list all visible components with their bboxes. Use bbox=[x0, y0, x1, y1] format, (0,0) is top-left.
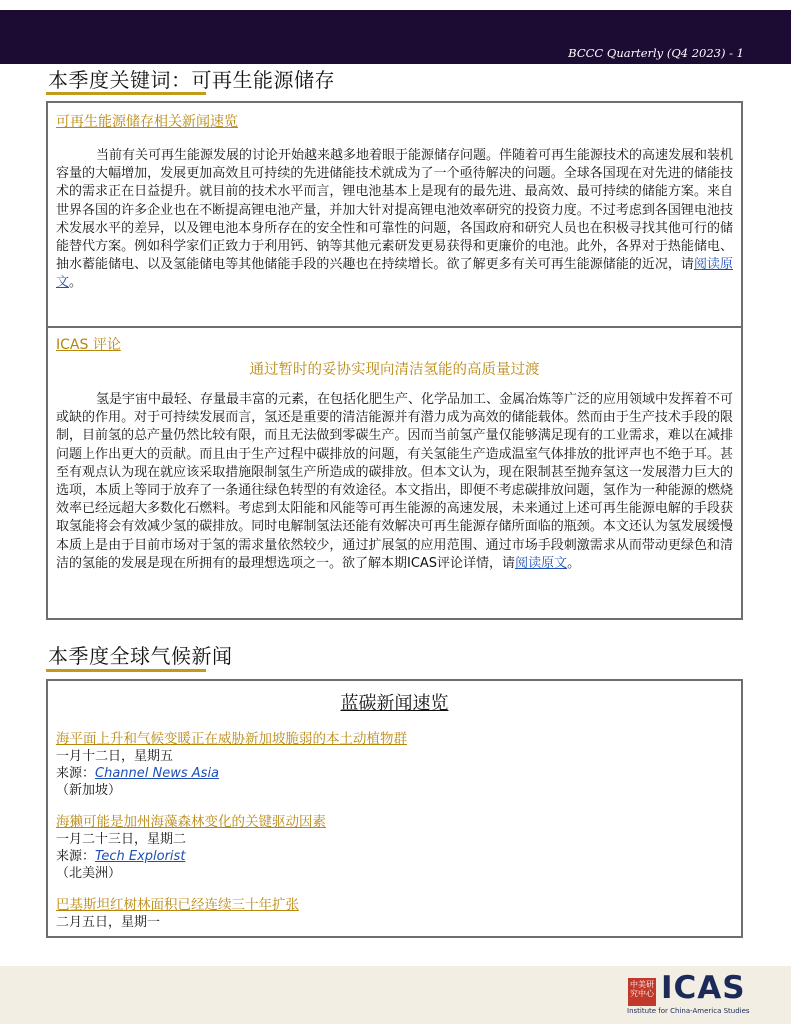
news-item bbox=[56, 814, 733, 882]
header-issue-label: BCCC Quarterly (Q4 2023) - 1 bbox=[568, 46, 744, 60]
news-headline-link[interactable]: 海平面上升和气候变暖正在威胁新加坡脆弱的本土动植物群 bbox=[56, 731, 407, 747]
news-item bbox=[56, 731, 733, 799]
summary-paragraph: 当前有关可再生能源发展的讨论开始越来越多地着眼于能源储存问题。伴随着可再生能源技术的高速发展和装机容量的大幅增加，发展更加高效且可持续的先进储能技术就成为了一个亟待解决的问题。全球各国现在对先进的储能技术的需求正在日益提升。就目前的技术水平而言，锂电池基本上是现有的最先进、最高效、最可持续的储能方案。来自世界各国的许多企业也在不断提高锂电池产量，并加大针对提高锂电池效率研究的投资力度。不过考虑到各国锂电池技术发展水平的差异，以及锂电池本身所存在的安全性和可靠性的问题，各国政府和研究人员也在积极寻找其他可行的储能替代方案。例如科学家们正致力于利用钙、钠等其他元素研发更易获得和更廉价的电池。此外，各界对于热能储电、抽水蓄能储电、以及氢能储电等其他储能手段的兴趣也在持续增长。欲了解更多有关可再生能源储能的近况，请阅读原文。 bbox=[56, 148, 734, 291]
commentary-paragraph: 氢是宇宙中最轻、存量最丰富的元素，在包括化肥生产、化学品加工、金属冶炼等广泛的应用领域中发挥着不可或缺的作用。对于可持续发展而言，氢还是重要的清洁能源并有潜力成为高效的储能载体。然而由于生产技术手段的限制，目前氢的总产量仍然比较有限，而且无法做到零碳生产。因而当前氢产量仅能够满足现有的工业需求，难以在减排问题上作出更大的贡献。而且由于生产过程中碳排放的问题，有关氢能生产造成温室气体排放的批评声也不绝于耳。甚至有观点认为现在就应该采取措施限制氢生产所造成的碳排放。但本文认为，现在限制甚至抛弃氢这一发展潜力巨大的选项，本质上等同于放弃了一条通往绿色转型的有效途径。本文指出，即便不考虑碳排放问题，氢作为一种能源的燃烧效率已经远超大多数化石燃料。考虑到太阳能和风能等可再生能源的高速发展，未来通过上述可再生能源电解的手段获取氢能将会有效减少氢的碳排放。同时电解制氢法还能有效解决可再生能源存储所面临的瓶颈。本文还认为氢发展缓慢本质上是由于目前市场对于氢的需求量依然较少，通过扩展氢的应用范围、通过市场手段刺激需求从而带动更绿色和清洁的氢能的发展是现在所拥有的最理想选项之一。欲了解本期ICAS评论详情，请阅读原文。 bbox=[56, 392, 734, 571]
news-date: 一月二十三日，星期二 bbox=[56, 832, 187, 847]
read-more-link[interactable]: 阅读原文 bbox=[56, 257, 733, 291]
news-headline-link[interactable]: 巴基斯坦红树林面积已经连续三十年扩张 bbox=[56, 897, 299, 913]
news-date: 一月十二日，星期五 bbox=[56, 749, 174, 764]
section-title-keyword: 本季度关键词：可再生能源储存 bbox=[48, 68, 335, 92]
news-region: （北美洲） bbox=[56, 866, 122, 881]
read-commentary-link[interactable]: 阅读原文 bbox=[515, 555, 568, 571]
news-source-link[interactable]: Tech Explorist bbox=[95, 849, 186, 864]
news-source: 来源：Tech Explorist bbox=[56, 849, 186, 864]
section-title-climate-news: 本季度全球气候新闻 bbox=[48, 644, 233, 668]
news-region: （新加坡） bbox=[56, 783, 122, 798]
news-headline-link[interactable]: 海獭可能是加州海藻森林变化的关键驱动因素 bbox=[56, 814, 326, 830]
blue-carbon-news-box bbox=[46, 679, 743, 938]
news-box-title: 蓝碳新闻速览 bbox=[340, 693, 449, 714]
news-source: 来源：Channel News Asia bbox=[56, 766, 220, 781]
news-date: 二月五日，星期一 bbox=[56, 915, 161, 930]
section-underline bbox=[46, 669, 206, 672]
news-source-link[interactable]: Channel News Asia bbox=[95, 766, 220, 781]
commentary-heading: ICAS 评论 bbox=[56, 337, 121, 353]
news-item bbox=[56, 897, 733, 931]
icas-logo: ICAS bbox=[661, 970, 746, 1006]
commentary-box bbox=[46, 326, 743, 620]
icas-seal-logo: 中美研究中心 bbox=[628, 978, 656, 1006]
news-summary-box bbox=[46, 101, 743, 328]
box-heading-link[interactable]: 可再生能源储存相关新闻速览 bbox=[56, 114, 238, 130]
commentary-subtitle: 通过暂时的妥协实现向清洁氢能的高质量过渡 bbox=[249, 362, 540, 378]
icas-tagline: Institute for China-America Studies bbox=[627, 1007, 750, 1015]
section-underline bbox=[46, 92, 206, 95]
